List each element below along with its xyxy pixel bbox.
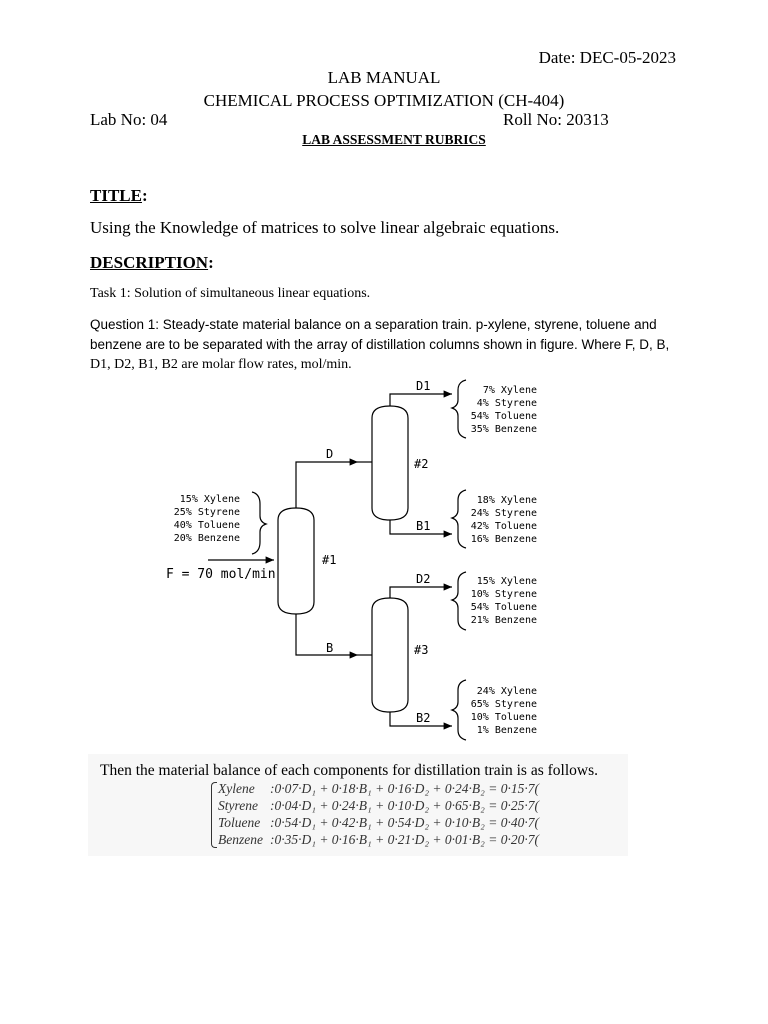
- stream-d2: [390, 587, 452, 598]
- b2-comp-0: 24% Xylene: [476, 686, 537, 697]
- document-date: Date: DEC-05-2023: [538, 48, 676, 67]
- column-1-label: #1: [322, 553, 337, 567]
- d2-comp-2: 54% Toluene: [470, 602, 537, 613]
- column-2-label: #2: [414, 457, 429, 471]
- b1-comp-0: 18% Xylene: [476, 495, 537, 506]
- d1-comp-3: 35% Benzene: [470, 424, 537, 435]
- b1-comp-3: 16% Benzene: [470, 534, 537, 545]
- equation-benzene: Benzene :0·35·D₁ + 0·16·B₁ + 0·21·D₂ + 0·01·B₂ = 0·20·7(: [218, 832, 539, 847]
- column-3-label: #3: [414, 643, 429, 657]
- stream-d-label: D: [326, 447, 334, 461]
- b2-comp-1: 65% Styrene: [470, 699, 537, 710]
- column-1: [278, 508, 314, 614]
- balance-intro: Then the material balance of each components for distillation train is as follows.: [100, 762, 598, 779]
- lab-number: Lab No: 04: [90, 110, 168, 129]
- question-part1: Question 1: Steady-state material balance on a separation train. p-xylene, styrene, toluene and benzene are to be separated with the array of distillation columns shown in figure. Where F, D, B,: [90, 317, 670, 352]
- title-text: Using the Knowledge of matrices to solve linear algebraic equations.: [90, 218, 560, 237]
- rubrics-heading: LAB ASSESSMENT RUBRICS: [302, 132, 486, 147]
- d1-comp-0: 7% Xylene: [482, 385, 537, 396]
- column-3: [372, 598, 408, 712]
- feed-comp-3: 20% Benzene: [173, 533, 240, 544]
- stream-d1-label: D1: [416, 379, 431, 393]
- feed-comp-0: 15% Xylene: [179, 494, 240, 505]
- b2-brace: [452, 680, 466, 740]
- column-2: [372, 406, 408, 520]
- equation-brace: [211, 782, 217, 848]
- equation-xylene: Xylene :0·07·D₁ + 0·18·B₁ + 0·16·D₂ + 0·24·B₂ = 0·15·7(: [218, 781, 539, 796]
- course-title: CHEMICAL PROCESS OPTIMIZATION (CH-404): [203, 91, 565, 110]
- feed-brace: [252, 492, 266, 554]
- b2-comp-2: 10% Toluene: [470, 712, 537, 723]
- b1-comp-2: 42% Toluene: [470, 521, 537, 532]
- lab-manual-heading: LAB MANUAL: [327, 68, 441, 87]
- feed-comp-1: 25% Styrene: [173, 507, 240, 518]
- d2-brace: [452, 572, 466, 630]
- stream-b2-label: B2: [416, 711, 431, 725]
- description-heading: DESCRIPTION:: [90, 253, 214, 272]
- b1-brace: [452, 490, 466, 548]
- stream-d1: [390, 394, 452, 406]
- d2-comp-0: 15% Xylene: [476, 576, 537, 587]
- d2-comp-3: 21% Benzene: [470, 615, 537, 626]
- d1-comp-1: 4% Styrene: [476, 398, 537, 409]
- equation-toluene: Toluene :0·54·D₁ + 0·42·B₁ + 0·54·D₂ + 0·10·B₂ = 0·40·7(: [218, 815, 539, 830]
- distillation-diagram: [88, 376, 598, 748]
- question-text: [90, 315, 690, 374]
- task-text: Task 1: Solution of simultaneous linear equations.: [90, 286, 371, 301]
- question-part2: D1, D2, B1, B2 are molar flow rates, mol/min.: [90, 357, 352, 372]
- stream-b-label: B: [326, 641, 334, 655]
- stream-d2-label: D2: [416, 572, 431, 586]
- title-heading: TITLE:: [90, 186, 148, 205]
- roll-number: Roll No: 20313: [503, 110, 609, 129]
- b2-comp-3: 1% Benzene: [476, 725, 537, 736]
- equation-styrene: Styrene :0·04·D₁ + 0·24·B₁ + 0·10·D₂ + 0·65·B₂ = 0·25·7(: [218, 798, 539, 813]
- stream-b1-label: B1: [416, 519, 431, 533]
- feed-comp-2: 40% Toluene: [173, 520, 240, 531]
- d1-comp-2: 54% Toluene: [470, 411, 537, 422]
- feed-label: F = 70 mol/min: [166, 567, 276, 582]
- d2-comp-1: 10% Styrene: [470, 589, 537, 600]
- stream-d: [296, 462, 358, 508]
- b1-comp-1: 24% Styrene: [470, 508, 537, 519]
- d1-brace: [452, 380, 466, 438]
